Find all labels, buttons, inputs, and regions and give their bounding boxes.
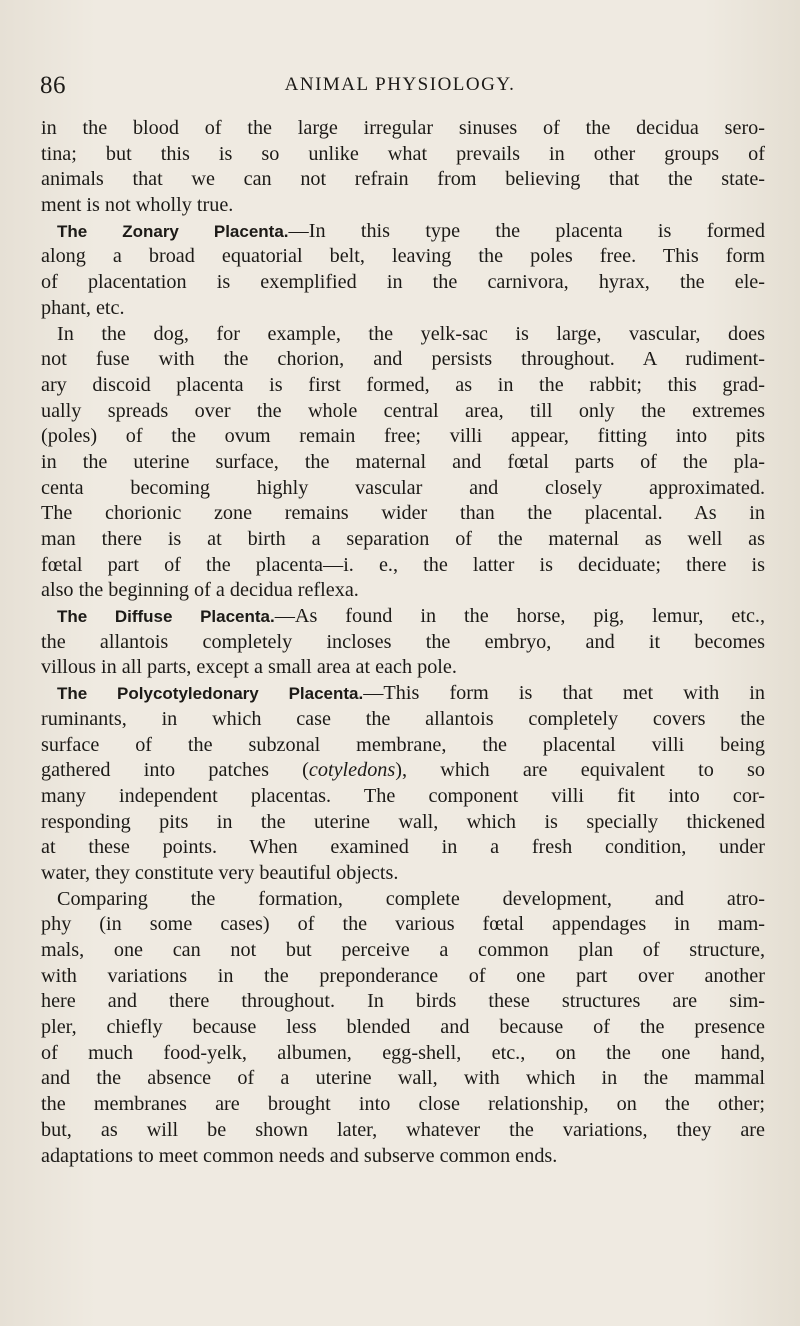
text-line: in the uterine surface, the maternal and fœtal parts of the pla-: [41, 450, 765, 473]
text-line: man there is at birth a separation of the maternal as well as: [41, 528, 765, 550]
text-line: pler, chiefly because less blended and because of the presence: [41, 1016, 765, 1039]
text-line: (poles) of the ovum remain free; villi appear, fitting into pits: [41, 425, 765, 448]
text-line: phy (in some cases) of the various fœtal appendages in mam-: [41, 913, 765, 936]
running-title: ANIMAL PHYSIOLOGY.: [284, 74, 516, 95]
text-line: with variations in the preponderance of one part over another: [41, 964, 765, 987]
text-run: —This form is that met with in: [363, 682, 765, 705]
text-line: centa becoming highly vascular and closely approximated.: [41, 476, 765, 499]
text-run: ), which are equivalent to so: [395, 759, 765, 782]
text-line: In the dog, for example, the yelk-sac is large, vascular, does: [57, 322, 765, 345]
section-diffuse-line: [41, 604, 765, 630]
text-line: ruminants, in which case the allantois completely covers the: [41, 707, 765, 730]
text-line: ually spreads over the whole central area, till only the extremes: [41, 399, 765, 422]
text-line: surface of the subzonal membrane, the placental villi being: [41, 733, 765, 756]
text-line: animals that we can not refrain from believing that the state-: [41, 168, 765, 191]
text-line: The chorionic zone remains wider than the placental. As in: [41, 502, 765, 525]
text-line: fœtal part of the placenta—i. e., the latter is deciduate; there is: [41, 553, 765, 576]
text-line: and the absence of a uterine wall, with which in the mammal: [41, 1067, 765, 1090]
text-line: also the beginning of a decidua reflexa.: [41, 579, 359, 602]
text-line: the allantois completely incloses the embryo, and it becomes: [41, 630, 765, 653]
page-number: 86: [40, 72, 66, 99]
section-heading-diffuse: The Diffuse Placenta.: [57, 607, 275, 627]
text-line: of placentation is exemplified in the carnivora, hyrax, the ele-: [41, 271, 765, 294]
italic-term: cotyledons: [308, 759, 396, 782]
text-line: mals, one can not but perceive a common plan of structure,: [41, 939, 765, 961]
text-line-cotyledons: [41, 758, 765, 784]
text-run: gathered into patches (: [41, 759, 309, 782]
text-line: here and there throughout. In birds these structures are sim-: [41, 990, 765, 1013]
text-line: in the blood of the large irregular sinuses of the decidua sero-: [41, 117, 765, 139]
text-line: the membranes are brought into close relationship, on the other;: [41, 1093, 765, 1116]
section-heading-zonary: The Zonary Placenta.: [57, 221, 289, 241]
text-line: villous in all parts, except a small area at each pole.: [41, 656, 457, 679]
text-line: of much food-yelk, albumen, egg-shell, etc., on the one hand,: [41, 1041, 765, 1064]
text-line: along a broad equatorial belt, leaving the poles free. This form: [41, 245, 765, 268]
section-heading-polycotyledonary: The Polycotyledonary Placenta.: [57, 684, 364, 704]
text-line: tina; but this is so unlike what prevails in other groups of: [41, 142, 765, 165]
text-run: —As found in the horse, pig, lemur, etc.,: [274, 605, 765, 628]
text-line: many independent placentas. The component villi fit into cor-: [41, 784, 765, 807]
text-line: not fuse with the chorion, and persists throughout. A rudiment-: [41, 348, 765, 371]
text-line: at these points. When examined in a fresh condition, under: [41, 836, 765, 859]
page-body: [41, 116, 765, 1169]
section-polycot-line: [41, 681, 765, 707]
text-line: phant, etc.: [41, 296, 125, 319]
section-zonary-line: [41, 219, 765, 245]
text-line: but, as will be shown later, whatever the variations, they are: [41, 1118, 765, 1141]
text-line: adaptations to meet common needs and subserve common ends.: [41, 1144, 558, 1167]
text-line: water, they constitute very beautiful objects.: [41, 861, 399, 884]
text-line: ary discoid placenta is first formed, as in the rabbit; this grad-: [41, 373, 765, 396]
text-line: responding pits in the uterine wall, which is specially thickened: [41, 810, 765, 833]
text-line: Comparing the formation, complete development, and atro-: [57, 887, 765, 910]
page-header: [40, 72, 760, 102]
text-run: —In this type the placenta is formed: [288, 219, 765, 242]
text-line: ment is not wholly true.: [41, 194, 234, 217]
